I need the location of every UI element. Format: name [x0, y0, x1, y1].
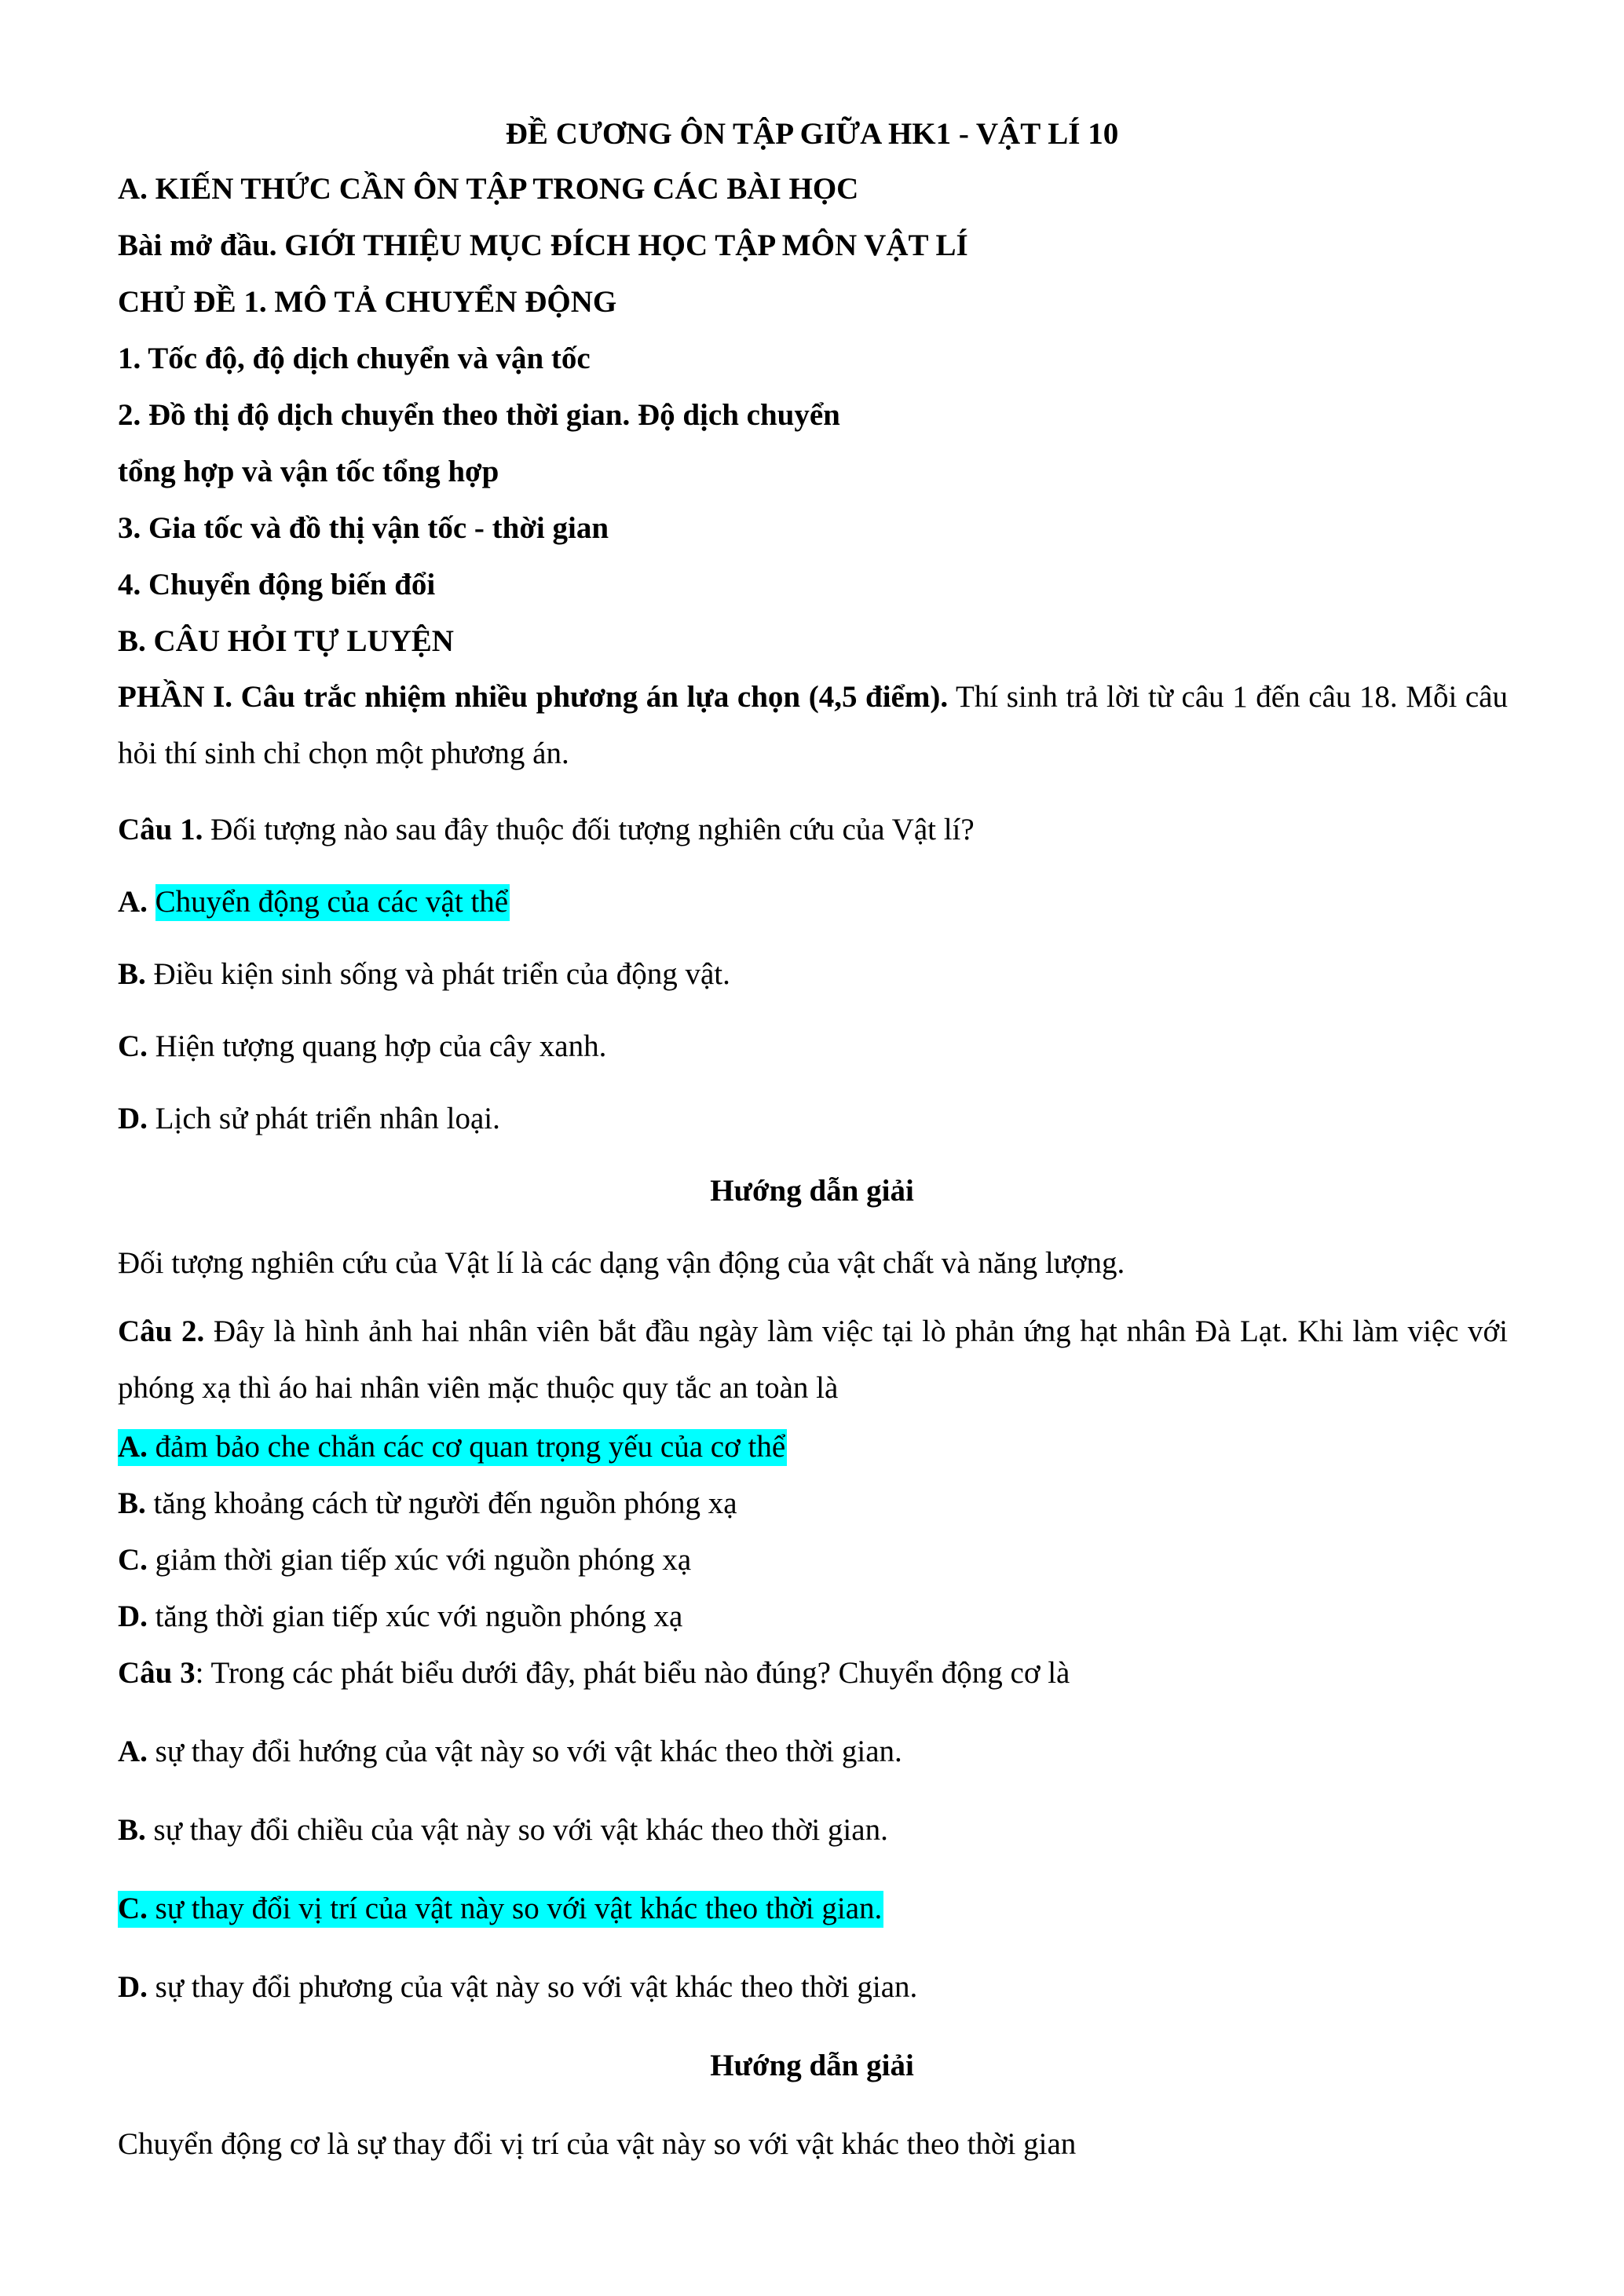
q2-option-a-text: đảm bảo che chắn các cơ quan trọng yếu của cơ thể — [147, 1430, 786, 1464]
q2-option-d-label: D. — [118, 1600, 148, 1633]
q1-option-b — [118, 956, 730, 993]
q2-option-c-text: giảm thời gian tiếp xúc với nguồn phóng xạ — [147, 1543, 692, 1577]
q1-option-a-text: Chuyển động của các vật thể — [155, 884, 510, 921]
q2-option-a-highlight — [118, 1429, 787, 1466]
q3-option-a — [118, 1734, 902, 1771]
q1-option-d-text: Lịch sử phát triển nhân loại. — [147, 1102, 500, 1135]
q1-option-a-label: A. — [118, 885, 148, 919]
q3-option-b — [118, 1812, 888, 1849]
document-title: ĐỀ CƯƠNG ÔN TẬP GIỮA HK1 - VẬT LÍ 10 — [505, 117, 1119, 151]
part-1-instructions — [118, 669, 1508, 782]
part-1-description: Thí sinh trả lời từ câu 1 đến câu 18. Mỗi câu hỏi thí sinh chỉ chọn một phương án. — [118, 680, 1508, 770]
q3-option-a-text: sự thay đổi hướng của vật này so với vật khác theo thời gian. — [147, 1735, 902, 1768]
topic-1-heading: CHỦ ĐỀ 1. MÔ TẢ CHUYỂN ĐỘNG — [118, 285, 617, 319]
q1-option-c-text: Hiện tượng quang hợp của cây xanh. — [147, 1029, 607, 1063]
question-3 — [118, 1655, 1070, 1692]
section-b-heading: B. CÂU HỎI TỰ LUYỆN — [118, 624, 454, 658]
q1-option-c — [118, 1029, 606, 1066]
q3-option-c-label: C. — [118, 1892, 148, 1925]
q3-option-d-label: D. — [118, 1970, 148, 2004]
q3-option-a-label: A. — [118, 1735, 148, 1768]
q1-option-d — [118, 1101, 500, 1138]
q2-option-c — [118, 1542, 691, 1579]
q1-option-a — [118, 884, 510, 921]
q2-option-a — [118, 1429, 787, 1466]
part-1-title: PHẦN I. Câu trắc nhiệm nhiều phương án lựa chọn (4,5 điểm). — [118, 680, 949, 714]
q1-option-d-label: D. — [118, 1102, 148, 1135]
q2-option-d-text: tăng thời gian tiếp xúc với nguồn phóng xạ — [147, 1600, 683, 1633]
intro-lesson-heading: Bài mở đầu. GIỚI THIỆU MỤC ĐÍCH HỌC TẬP MÔN VẬT LÍ — [118, 229, 968, 262]
q3-option-c-text: sự thay đổi vị trí của vật này so với vật khác theo thời gian. — [147, 1892, 883, 1925]
question-1-label: Câu 1. — [118, 813, 203, 846]
question-3-text: : Trong các phát biểu dưới đây, phát biểu nào đúng? Chuyển động cơ là — [195, 1656, 1070, 1690]
q2-option-d — [118, 1599, 682, 1636]
q1-option-b-label: B. — [118, 957, 146, 991]
q2-option-c-label: C. — [118, 1543, 148, 1577]
outline-item-3: 3. Gia tốc và đồ thị vận tốc - thời gian — [118, 511, 609, 545]
q2-option-b — [118, 1486, 737, 1523]
q3-option-c — [118, 1891, 883, 1928]
q3-option-c-highlight — [118, 1891, 883, 1928]
section-a-heading: A. KIẾN THỨC CẦN ÔN TẬP TRONG CÁC BÀI HỌC — [118, 172, 859, 206]
q3-option-d — [118, 1969, 917, 2006]
q3-option-b-label: B. — [118, 1813, 146, 1847]
q3-option-b-text: sự thay đổi chiều của vật này so với vật khác theo thời gian. — [145, 1813, 888, 1847]
q1-option-b-text: Điều kiện sinh sống và phát triển của động vật. — [145, 957, 730, 991]
question-3-label: Câu 3 — [118, 1656, 196, 1690]
q1-option-c-label: C. — [118, 1029, 148, 1063]
q1-guide-title: Hướng dẫn giải — [710, 1174, 914, 1208]
q2-option-a-label: A. — [118, 1430, 148, 1464]
outline-item-4: 4. Chuyển động biến đổi — [118, 568, 436, 601]
question-2 — [118, 1303, 1508, 1417]
q2-option-b-label: B. — [118, 1486, 146, 1520]
q1-guide-text: Đối tượng nghiên cứu của Vật lí là các dạng vận động của vật chất và năng lượng. — [118, 1246, 1125, 1280]
outline-item-2: 2. Đồ thị độ dịch chuyển theo thời gian. Độ dịch chuyển — [118, 398, 840, 432]
q3-option-d-text: sự thay đổi phương của vật này so với vật khác theo thời gian. — [147, 1970, 918, 2004]
q3-guide-text: Chuyển động cơ là sự thay đổi vị trí của vật này so với vật khác theo thời gian — [118, 2127, 1077, 2161]
question-1 — [118, 812, 975, 849]
q3-guide-title: Hướng dẫn giải — [710, 2049, 914, 2082]
outline-item-2-cont: tổng hợp và vận tốc tổng hợp — [118, 455, 499, 488]
outline-item-1: 1. Tốc độ, độ dịch chuyển và vận tốc — [118, 342, 591, 375]
question-2-label: Câu 2. — [118, 1314, 205, 1348]
question-1-text: Đối tượng nào sau đây thuộc đối tượng nghiên cứu của Vật lí? — [203, 813, 975, 846]
question-2-text: Đây là hình ảnh hai nhân viên bắt đầu ngày làm việc tại lò phản ứng hạt nhân Đà Lạt. Khi làm việc với phóng xạ thì áo hai nhân viên mặc thuộc quy tắc an toàn là — [118, 1314, 1508, 1405]
q2-option-b-text: tăng khoảng cách từ người đến nguồn phóng xạ — [145, 1486, 737, 1520]
